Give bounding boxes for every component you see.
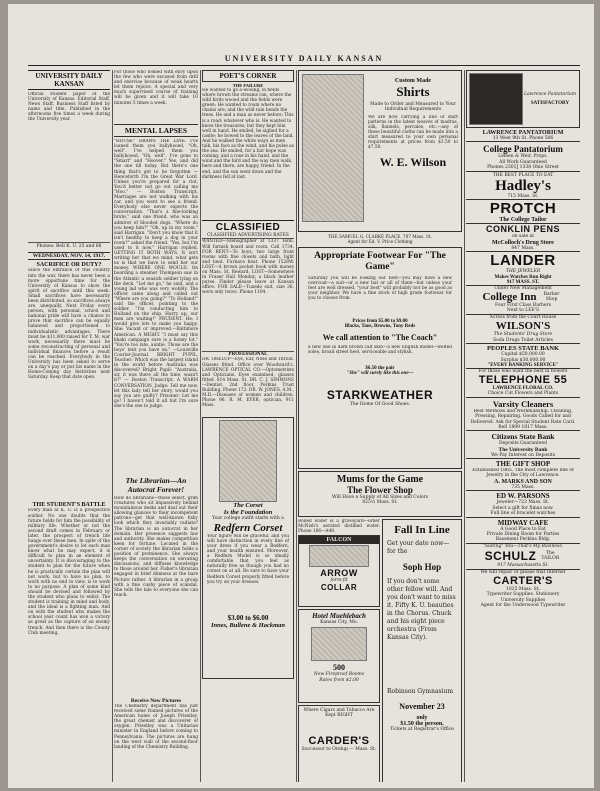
ad-flower-shop <box>298 471 462 517</box>
article-sacrifice: Since the entrance of this country into the war, there has never been a more opportune time for the University of Kansas to show the spirit of sacrifice until this week. Small sacrifices have necessarily been distributed, so sacrifices always are, unequally. Next Friday every person, with personal, school and national pride will have a chance to prove that sacrifice can be equally balanced and proportioned to individualistic advantages. There must be $11,000 raised for Y. M. war work, necessarily there must be some reconstructing of personal and individual finances before a result can be reached. Everybody in the University has been asked to serve on a day's pay or put his name in the Home-Coming day festivities next Saturday. Keep that date open. <box>28 268 110 381</box>
carders-bottom: Successor to Orelup — Mass. St. <box>301 746 377 752</box>
peoples-name: PEOPLES STATE BANK <box>487 345 559 353</box>
corset-price: $3.00 to $6.00 <box>227 613 269 622</box>
cp-names: Lemen & Weir, Props. <box>498 154 548 160</box>
arrow-collar: COLLAR <box>320 583 358 593</box>
inn-side: Barber Shop <box>543 291 560 303</box>
varsity-name: Varsity Cleaners <box>492 398 554 409</box>
tel-name: LAWRENCE FLORAL CO. <box>492 386 554 392</box>
conklin-sub1: on sale at <box>511 234 535 240</box>
mums-phone: 825½ Mass. St. <box>362 500 398 506</box>
ad-soph-hop <box>382 519 462 782</box>
article-mental-lapses: "HOUSE" DRAWS THE LINE. I've loaned them you ballyhooed, "Oh, well". I've helped them you ballyhooed, "Oh, well". I've gone to "Smart" and "Hoover." Yes, and did the one till today. But there's one thing that's got to be forgotten — Henceforth I'm the Great War Lord. Unless you're prepared for a riot, You'd better not go out calling me "Hoo." — Boston Transcript. Marriages are not walking with his car, and you went to see a friend. Everybody else never expects the conversation. "That's a fine-looking brute," said one friend, who was an admirer of blooded dogs. "Where do you keep him?" "Oh, up in my room," said Harrigan. "Don't you know that it isn't healthy to keep a dog in your room?" asked the friend. "Yes, but I'm used to it now," Harrigan replied. GETTING IT BOTH WAYS. It isn't writing her that we mind, what gets us is that we have to send her our money. WHERE ONE WOULD. On boarding a steamer Thompson saw in the Atlantic a seasick soldier lying on the deck. "Let me go," he said, and a young lad who was very wobbly. The officer came along and called out "Where are you going?" "To Holland!" said the officer, pointing to the soldier. "I'm conducting him to Holland on the ship. Hurry up, our men are waiting!" PRUDENT. He: I would give lots to make you happy. She: Vacant or improved.—Baltimore American. A MIGHT. "I must say this khaki campaign sure is a honey lot." "You're too late, auntie. Those are the boys' tent you have on." —Louisville Courier-Journal. BRIGHT PUPIL. Teacher: Which was the largest island in the world before Australia was discovered? Bright Pupil: "Australia, sir, it was there all the time, wasn't it?" — Boston Transcript. A WARM CONVERSATION. Judge: Tell me now, let this lady tell her story, would you say you are guilty? Prisoner: Let me go! I haven't told it all but I'm sure she's the one to judge. <box>114 139 198 409</box>
footwear-text: Saturday you will be looking our best—you may have a new overcoat—a suit—or a new hat or all of them—but unless your feet are well dressed, "your best" will probably not be as good as your neighbor. We have a fine stock of high grade footwear for you to choose from. <box>308 275 452 302</box>
classified-rates: CLASSIFIED ADVERTISING RATES <box>202 233 294 239</box>
masthead: UNIVERSITY DAILY KANSAN <box>28 52 580 66</box>
hotel-line: New Fireproof Rooms <box>313 672 365 678</box>
water-notice: Boiled water is a graveyard—order McNish's aerated distilled water. Phone 186—A48. <box>298 518 380 534</box>
peoples-surplus: Surplus $30,000.00 <box>500 357 546 363</box>
article-librarian: How do librarians—those select, grim creatures who sit impassively behind mountainous desks and deal out their allowing glances to their incompetent patrons—get that well-known fishy look which they invariably radiate? The librarian is an autocrat in her domain. Her presence suggests law and authority. She makes competition keen for fortune. Located in the corner of society the librarian holds a position of prominence. She always keeps the conversation on elevating discussions, and diffuses knowledge to those around her. Fisher's librarian engaged in brief dimness at the bare Picture rather. A librarian in a group with a fine cushy piece of scandal. She tells the tale to everyone she can reach. <box>114 496 198 598</box>
poem-text: He wanted to go a-wooing, in fields where brown the streams ran, where the wild birds wooed and the fields were green; He wanted to roam where no chains are; and the wild rain bends the trees. He and a man as never before; This is a road; whatever who is. He wanted to know the treasures; but they kept him well in hand. He smiled, he sighed for a castle; he bowed to the leaves of the land. And he walked the white ways as men talk, his face as the wind, and his pulse as the sea. He smiled, for a fair hope was coming; and a rose in his hand, and the wind and the bird and the way men walk, here and there, are happy, friend. In the end, and the sun went down and the darkness fell at last. <box>202 88 294 180</box>
corset-text: Your figure will be graceful, and you will have distinction in every line of your dress if you wear a Redfern, and your health ensured. Moreover, a Redfern Model is so ideally comfortable that you feel as naturally free as though you had no corset on at all. Be sure to have your Redfern Corset properly fitted before you try on your dresses. <box>207 533 289 585</box>
starkweather-name: STARKWEATHER <box>326 387 434 402</box>
conklin-name: CONKLIN PENS <box>485 224 560 235</box>
parsons-name: ED W. PARSONS <box>496 492 550 501</box>
soph-tickets: Tickets at Registrar's Office <box>390 726 454 732</box>
midway-line1: A Good Place to Eat <box>500 526 546 532</box>
tel-top: For those who want the best in flowers <box>478 368 568 374</box>
parsons-line2: Full line of bracelet watches <box>466 511 580 517</box>
coach-price: $6.50 the pair <box>365 365 395 371</box>
lander-addr: 917 MASS. ST. <box>466 280 580 286</box>
carter-sub1: Typewriter Supplies. Stationery <box>486 592 560 598</box>
column-business-cards <box>466 70 580 782</box>
inn-name: College Inn <box>482 291 537 304</box>
peoples-tag: "EVERY BANKING SERVICE" <box>466 363 580 369</box>
ad-redfern-corset <box>202 417 294 679</box>
column-rule <box>200 70 201 782</box>
headline-students-battle: THE STUDENT'S BATTLE <box>32 502 106 509</box>
mums-sub: Will Have a Supply of All Sizes and Colors <box>331 494 429 500</box>
inn-top: Under New Management <box>494 285 552 291</box>
footwear-title: Appropriate Footwear For "The Game" <box>314 250 446 272</box>
midway-line2: Private Dining Room for Parties <box>486 531 560 537</box>
hotel-rooms: 500 <box>333 663 345 673</box>
corset-store: Innes, Bullene & Hackman <box>210 621 286 629</box>
hadley-top: THE BEST PLACE TO EAT <box>492 172 554 178</box>
hotel-city: Kansas City, Mo. <box>320 619 358 625</box>
shirts-company: THE SAMUEL G. CLARKE PLACE, 707 Mass. St. <box>328 234 432 239</box>
classified-ads: WANTED—Stenographer at 1337 Tenn. Will furnish board and room. Call 1734. FOR RENT—To boys, two large front rooms with fine closets and bath, light and heat. Furnace heat. Phone 1528W. LOST—A brown pocket book with money on Mass. St. Reward. LOST—Somewhere in Fraser Hall Monday, a black leather purse. Finder please leave at Kansan office. FOR SALE—Tuxedo suit, size 36, worn only twice. Phone 1104. <box>202 239 294 296</box>
ad-hotel-muehlebach <box>298 609 380 703</box>
fall-title: Fall In Line <box>394 523 450 536</box>
shirts-sub: Made to Order and Measured to Your Individual Requirements <box>370 102 456 113</box>
arrow-line: form-fit <box>330 577 348 583</box>
cp-work: All Work Guaranteed <box>499 159 547 165</box>
wilson-top: Across from the Court House <box>489 314 557 320</box>
staff-box: Official student paper of the University of Kansas. Editorial Staff, News Staff, Business Staff listed by name and title. Published in the afternoons five times a week during the University year. <box>28 92 110 123</box>
column-rule <box>112 70 113 782</box>
poem-title: THE FAILURE <box>232 83 264 88</box>
fall-text: Get your date now—for the <box>387 539 450 555</box>
parsons-line1: Select a gift for Xmas now. <box>492 505 554 511</box>
corset-line1: The Corset <box>233 502 263 510</box>
protch-name: PROTCH <box>489 200 557 218</box>
corset-line3: Your college outfit starts with a <box>212 516 284 522</box>
column-display-ads <box>298 70 462 782</box>
headline-new-pictures: Receive New Pictures <box>130 698 182 704</box>
hadley-addr: 715 Mass. St. <box>466 194 580 200</box>
shirts-title1: Custom Made <box>394 78 432 84</box>
ad-carders <box>298 705 380 782</box>
soph-date: November 23 <box>399 701 445 711</box>
article-intro: For those who looked with envy upon the few who were excused from drill and exercise because of weak hearts let them rejoice. A special and very much supervised course of training will be given and it will take 10 minutes 5 times a week. <box>114 70 198 106</box>
lp-name: LAWRENCE PANTATORIUM <box>482 130 564 136</box>
citizens-name: Citizens State Bank <box>491 432 555 442</box>
gift-name: THE GIFT SHOP <box>495 459 551 468</box>
nameplate: UNIVERSITY DAILY KANSAN <box>28 70 110 90</box>
lander-sub: THE JEWELER <box>505 269 541 275</box>
newspaper-page <box>8 4 594 788</box>
conklin-sub2: McColloch's Drug Store <box>492 239 554 246</box>
carter-top: We will repair or please that Internet <box>480 569 566 575</box>
starkweather-sub: The Home Of Good Shoes. <box>349 401 411 407</box>
lp-tag: SATISFACTORY <box>530 101 570 107</box>
citizens-sub3: We Pay Interest on Deposits <box>466 453 580 459</box>
corset-illustration <box>219 420 277 502</box>
schulz-top: "Sulting" You—That's My Business. <box>482 543 564 549</box>
article-new-pictures: The Chemistry department has just received some framed pictures of the American home of Joseph Priestley, the great chemist and discoverer of oxygen. Priestley was a Unitarian minister in England before coming to Pennsylvania. The pictures are hung on the west wall of the second-floor landing of the Chemistry Building. <box>114 704 198 750</box>
gift-text: Established 1865. The most complete line of Jewelry in the City of Lawrence. <box>472 467 574 479</box>
carter-sub2: University Supplies <box>500 597 546 603</box>
soph-title: Soph Hop <box>402 561 442 572</box>
lp-addr: 13 West 9th St. Phone 506 <box>466 136 580 142</box>
midway-line3: Basement Perkins Bldg. <box>466 537 580 543</box>
column-editorial <box>28 70 110 782</box>
tel-sub: Choice Cut Flowers and Plants <box>466 391 580 397</box>
headline-sacrifice: SACRIFICE OR DUTY? <box>36 262 102 269</box>
carter-sub3: Agent for the Underwood Typewriter <box>480 603 566 609</box>
inn-line2: Next to LEE'S <box>466 308 580 314</box>
schulz-side: The TAILOR <box>541 550 560 562</box>
cp-phones: Phones 2301J 1338 Ohio Street <box>466 165 580 171</box>
mums-shop: The Flower Shop <box>347 484 413 495</box>
headline-classified: CLASSIFIED <box>202 220 294 233</box>
wilson-name: WILSON'S <box>495 320 551 333</box>
carders-top: Where Cigars and Tobacco Are Kept RIGHT <box>303 707 375 719</box>
varsity-text: Best Methods and Workmanship. Cleaning, Pressing, Repairing. Goods Called for and Delivered. Ask for Special Student Rate Card. <box>470 408 576 425</box>
carter-name: CARTER'S <box>493 575 553 587</box>
gift-addr: 735 Mass. <box>466 485 580 491</box>
citizens-sub2: The University Bank <box>498 446 548 453</box>
shirt-illustration <box>302 74 364 222</box>
coach-tag: "She" will surely like this one— <box>346 370 414 376</box>
column-humor <box>114 70 198 782</box>
soph-only: only <box>416 714 428 721</box>
mums-title: Mums for the Game <box>336 473 424 485</box>
telephone-line: Phones: Bell K. U. 25 and 66 <box>28 242 110 250</box>
footwear-colors: Blacks, Tans, Browns, Tony Reds <box>344 323 416 329</box>
lander-name: LANDER <box>490 252 556 270</box>
carders-name: CARDER'S <box>308 734 370 747</box>
footwear-prices: Prices from $5.00 to $9.00 <box>352 318 408 324</box>
tel-number: TELEPHONE 55 <box>478 374 568 387</box>
cp-title: College Pantatorium <box>483 144 563 155</box>
hotel-illustration <box>311 627 367 661</box>
inn-line1: Four First Class Barbers <box>494 303 552 309</box>
issue-date: WEDNESDAY, NOV. 14, 1917. <box>28 252 110 260</box>
coach-title: We call attention to "The Coach" <box>322 332 438 342</box>
article-students-battle: Every man at K. U. is a prospective soldier. No one doubts that the future holds for him the possibility of military life. Whether or not the second draft comes in February or later, the prospect of trench life hangs over these men. In spite of the government's desire to let each man know what he may expect, it is difficult to plan in an element of uncertainty. It is discouraging to the student to plan for the future when he is practically certain the plan will not work; but to have no plan, to work with no end in view, is to work to no purpose. A plan of some kind should be devised and followed by the student who plans to enlist. The student is training in mind and body, and the ideal is a fighting man. And on with the student who makes the school year count has won a victory as great as the capture of an enemy trench. And then there is the County Club meeting. <box>28 508 110 636</box>
shirts-title2: Shirts <box>396 84 430 99</box>
protch-sub: The College Tailor <box>466 217 580 224</box>
shirts-name: W. E. Wilson <box>379 154 447 169</box>
hotel-rate: Rates from $2.00 <box>319 677 359 683</box>
professional-cards: DR. ORELUP—Eye, Ear, Nose and Throat. Glasses fitted. Office over Woodward's. LAWRENCE OPTICAL CO.—Optometrists and Opticians. Eyes examined, glasses fitted. 814 Mass. St. DR. C. J. SIMMONS—Dentist. 2nd floor, Perkins Trust Building. Phone 172. DR. W. JONES, A.M., M.D.—Diseases of women and children. Phone 96. R. M. EYER, optician, 911 Mass. <box>202 357 294 409</box>
falcon-label: FALCON <box>299 536 379 544</box>
schulz-name: SCHULZ <box>484 549 537 564</box>
column-rule <box>464 70 465 782</box>
corset-brand: Redfern Corset <box>213 521 283 534</box>
soph-text: If you don't some other fellow will. And you don't want to miss it. Fifty K. U. beauties in the Chorus. Chuck and his eight piece orchestra (From Kansas City). <box>387 577 456 641</box>
column-rule <box>296 70 297 782</box>
soph-place: Robinson Gymnasium <box>387 687 454 695</box>
ad-starkweather <box>298 247 462 469</box>
pantatorium-illustration <box>469 73 523 125</box>
hotel-name: Hotel Muehlebach <box>312 611 366 620</box>
headline-librarian: The Librarian—An Autocrat Forever! <box>125 476 187 494</box>
soph-price: $1.50 the person. <box>400 720 444 727</box>
wilson-line: Soda Drugs Toilet Articles <box>466 338 580 344</box>
varsity-phone: Bell 1899 1017 Mass. <box>466 425 580 431</box>
column-poets-classified <box>202 70 294 782</box>
schulz-addr: 917 Massachusetts St. <box>466 563 580 569</box>
corset-line2: Is the Foundation <box>223 509 273 517</box>
headline-mental-lapses: MENTAL LAPSES <box>114 124 198 137</box>
ad-wilson-shirts <box>298 70 462 232</box>
headline-poets-corner: POET'S CORNER <box>202 70 294 82</box>
peoples-capital: Capital $50,000.00 <box>501 352 545 358</box>
wilson-sub: The Students' Drug Store <box>493 332 553 338</box>
carter-addr: 1025 Mass. St. <box>506 587 540 592</box>
hadley-name: Hadley's <box>495 178 551 195</box>
conklin-addr: 847 Mass. <box>466 246 580 252</box>
parsons-sub: Jeweler—723 Mass. St. <box>496 500 550 506</box>
coach-text: a new one in dark brown calf skin—a new English model—welted soles, broad street heel, serviceable and stylish. <box>308 344 452 355</box>
ad-arrow-collar <box>298 535 380 607</box>
arrow-brand: ARROW <box>320 567 358 578</box>
lp-top: Lawrence Pantatorium <box>523 91 577 97</box>
citizens-sub1: Deposits Guaranteed <box>498 441 548 447</box>
gift-store: A. MARKS AND SON <box>494 478 552 485</box>
ad-lawrence-pantatorium-art <box>466 70 580 128</box>
midway-name: MIDWAY CAFE <box>497 518 549 527</box>
collar-illustration <box>309 545 369 567</box>
headline-professional: PROFESSIONAL <box>202 351 294 357</box>
lander-line: Makes Watches Run Right <box>494 274 552 280</box>
shirts-text: We are now carrying a line of shirt patterns in the latest weaves of madras, silk, flannels, percales, etc.—any of these beautiful cloths can be made into a shirt measured to your own personal requirements at prices from $3.50 to $7.50. <box>368 114 458 151</box>
shirts-agent: Agent for Ed. V. Price Clothing <box>347 239 413 245</box>
